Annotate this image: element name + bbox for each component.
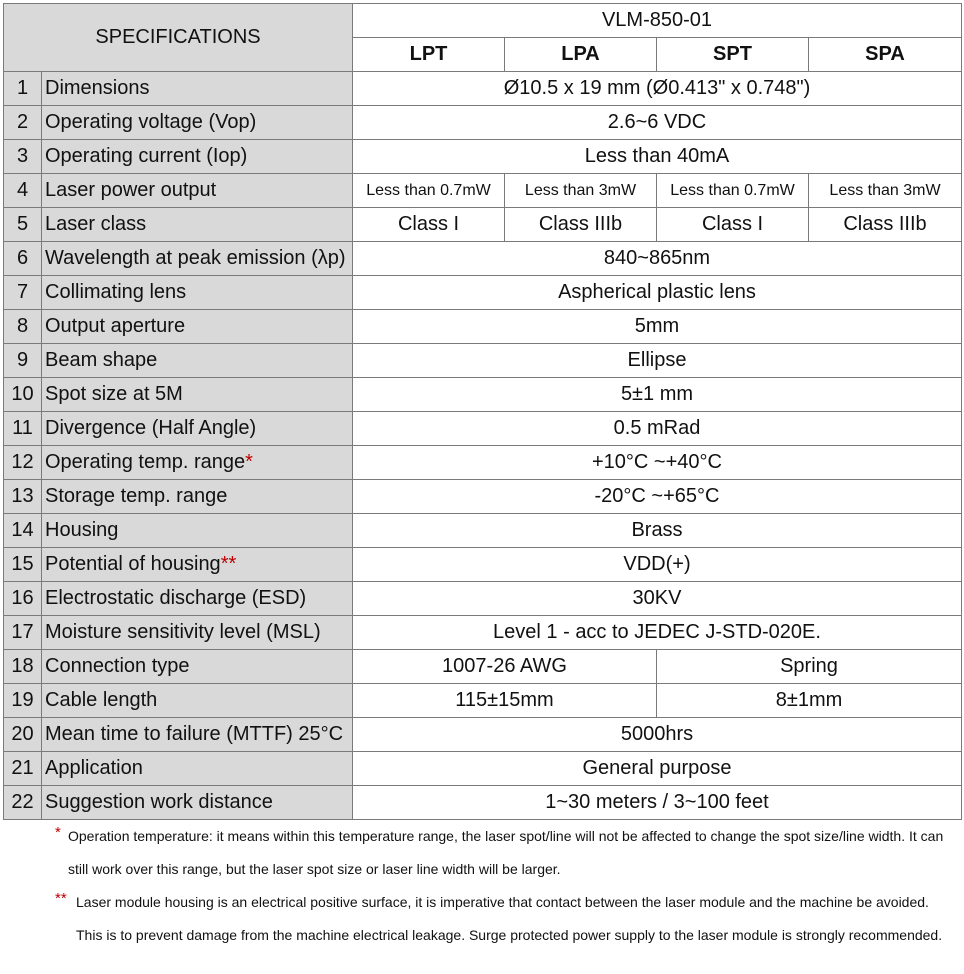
row-label	[42, 208, 353, 242]
row-label	[42, 106, 353, 140]
row-value-cell: Less than 3mW	[809, 174, 962, 208]
table-row	[4, 310, 962, 344]
row-value-cell: Aspherical plastic lens	[353, 276, 962, 310]
row-label	[42, 548, 353, 582]
row-value-cell: +10°C ~+40°C	[353, 446, 962, 480]
row-label	[42, 786, 353, 820]
table-row	[4, 548, 962, 582]
row-label	[42, 242, 353, 276]
row-label-text: Operating temp. range	[45, 451, 246, 473]
row-number: 10	[4, 378, 42, 412]
row-value-cell: 1007-26 AWG	[353, 650, 657, 684]
row-label-text: Operating voltage (Vop)	[45, 111, 257, 133]
row-value-cell: Ø10.5 x 19 mm (Ø0.413" x 0.748")	[353, 72, 962, 106]
row-label-text: Mean time to failure (MTTF) 25°C	[45, 723, 344, 745]
row-number: 12	[4, 446, 42, 480]
row-number: 17	[4, 616, 42, 650]
row-label	[42, 378, 353, 412]
row-label-text: Storage temp. range	[45, 485, 228, 507]
table-row	[4, 752, 962, 786]
table-row	[4, 276, 962, 310]
footnote-text: Operation temperature: it means within this temperature range, the laser spot/line will not be affected to change the spot size/line width. It can still work over this range, but the laser spot size or laser line width will be larger.	[68, 828, 944, 877]
row-value-cell: 1~30 meters / 3~100 feet	[353, 786, 962, 820]
row-label	[42, 276, 353, 310]
model-header: VLM-850-01	[353, 4, 962, 38]
row-value-cell: General purpose	[353, 752, 962, 786]
row-value-cell: Less than 0.7mW	[353, 174, 505, 208]
row-label-text: Laser power output	[45, 179, 217, 201]
footnote-text: Laser module housing is an electrical positive surface, it is imperative that contact between the laser module and the machine be avoided. This is to prevent damage from the machine electrical leakage. Surge protected power supply to the laser module is strongly recommended.	[76, 894, 943, 943]
row-label-text: Spot size at 5M	[45, 383, 183, 405]
table-row	[4, 582, 962, 616]
row-label-text: Operating current (Iop)	[45, 145, 248, 167]
row-value-cell: 2.6~6 VDC	[353, 106, 962, 140]
table-row	[4, 106, 962, 140]
row-label-text: Cable length	[45, 689, 158, 711]
footnote-reference-marker: *	[245, 451, 253, 473]
row-value-cell: 8±1mm	[657, 684, 962, 718]
row-value-cell: Class IIIb	[809, 208, 962, 242]
footnote-housing-potential	[0, 886, 964, 952]
row-label	[42, 174, 353, 208]
row-value-cell: Class I	[353, 208, 505, 242]
row-label	[42, 310, 353, 344]
row-value-cell: Class I	[657, 208, 809, 242]
footnote-marker: **	[55, 890, 67, 907]
row-label	[42, 480, 353, 514]
table-row	[4, 650, 962, 684]
row-value-cell: 0.5 mRad	[353, 412, 962, 446]
row-label	[42, 344, 353, 378]
table-row	[4, 344, 962, 378]
row-value-cell: Less than 40mA	[353, 140, 962, 174]
row-number: 8	[4, 310, 42, 344]
row-label-text: Potential of housing	[45, 553, 221, 575]
row-number: 22	[4, 786, 42, 820]
row-value-cell: Spring	[657, 650, 962, 684]
table-row	[4, 140, 962, 174]
row-number: 1	[4, 72, 42, 106]
row-value-cell: Less than 0.7mW	[657, 174, 809, 208]
row-value-cell: Ellipse	[353, 344, 962, 378]
row-value-cell: -20°C ~+65°C	[353, 480, 962, 514]
row-label-text: Laser class	[45, 213, 147, 235]
row-number: 21	[4, 752, 42, 786]
row-number: 16	[4, 582, 42, 616]
table-row	[4, 174, 962, 208]
row-value-cell: Less than 3mW	[505, 174, 657, 208]
row-number: 11	[4, 412, 42, 446]
row-label	[42, 752, 353, 786]
row-label-text: Application	[45, 757, 143, 779]
row-number: 3	[4, 140, 42, 174]
row-number: 19	[4, 684, 42, 718]
table-row	[4, 684, 962, 718]
row-label-text: Connection type	[45, 655, 190, 677]
footnote-marker: *	[55, 824, 61, 841]
variant-header-lpt: LPT	[353, 38, 505, 72]
row-number: 20	[4, 718, 42, 752]
row-number: 4	[4, 174, 42, 208]
row-number: 2	[4, 106, 42, 140]
row-label-text: Moisture sensitivity level (MSL)	[45, 621, 321, 643]
table-row	[4, 72, 962, 106]
footnote-operating-temperature	[0, 820, 964, 886]
row-value-cell: Level 1 - acc to JEDEC J-STD-020E.	[353, 616, 962, 650]
table-row	[4, 378, 962, 412]
row-number: 13	[4, 480, 42, 514]
specifications-table-body	[4, 4, 962, 820]
row-label-text: Beam shape	[45, 349, 158, 371]
row-label	[42, 616, 353, 650]
row-label-text: Dimensions	[45, 77, 150, 99]
row-label-text: Housing	[45, 519, 119, 541]
row-value-cell: 840~865nm	[353, 242, 962, 276]
table-row	[4, 446, 962, 480]
row-label-text: Collimating lens	[45, 281, 187, 303]
table-row	[4, 480, 962, 514]
table-row	[4, 242, 962, 276]
row-number: 15	[4, 548, 42, 582]
table-row	[4, 412, 962, 446]
row-value-cell: VDD(+)	[353, 548, 962, 582]
row-label	[42, 718, 353, 752]
table-row	[4, 514, 962, 548]
row-value-cell: 5±1 mm	[353, 378, 962, 412]
row-number: 7	[4, 276, 42, 310]
row-label-text: Output aperture	[45, 315, 186, 337]
specifications-table	[3, 3, 962, 820]
variant-header-spt: SPT	[657, 38, 809, 72]
row-value-cell: 115±15mm	[353, 684, 657, 718]
row-value-cell: Brass	[353, 514, 962, 548]
row-value-cell: 5000hrs	[353, 718, 962, 752]
row-label	[42, 140, 353, 174]
row-number: 9	[4, 344, 42, 378]
table-row	[4, 616, 962, 650]
row-number: 6	[4, 242, 42, 276]
row-label	[42, 650, 353, 684]
row-value-cell: 5mm	[353, 310, 962, 344]
footnotes	[0, 820, 964, 952]
row-label	[42, 514, 353, 548]
row-label	[42, 582, 353, 616]
row-label-text: Wavelength at peak emission (λp)	[45, 247, 346, 269]
variant-header-spa: SPA	[809, 38, 962, 72]
row-label-text: Divergence (Half Angle)	[45, 417, 257, 439]
row-label-text: Electrostatic discharge (ESD)	[45, 587, 307, 609]
table-row	[4, 786, 962, 820]
table-row	[4, 718, 962, 752]
row-label	[42, 412, 353, 446]
row-label	[42, 446, 353, 480]
footnote-reference-marker: **	[220, 553, 237, 575]
row-value-cell: 30KV	[353, 582, 962, 616]
row-label	[42, 684, 353, 718]
specifications-header: SPECIFICATIONS	[4, 4, 353, 72]
header-row-model	[4, 4, 962, 38]
row-value-cell: Class IIIb	[505, 208, 657, 242]
table-row	[4, 208, 962, 242]
row-label	[42, 72, 353, 106]
variant-header-lpa: LPA	[505, 38, 657, 72]
row-number: 14	[4, 514, 42, 548]
row-label-text: Suggestion work distance	[45, 791, 273, 813]
row-number: 5	[4, 208, 42, 242]
row-number: 18	[4, 650, 42, 684]
